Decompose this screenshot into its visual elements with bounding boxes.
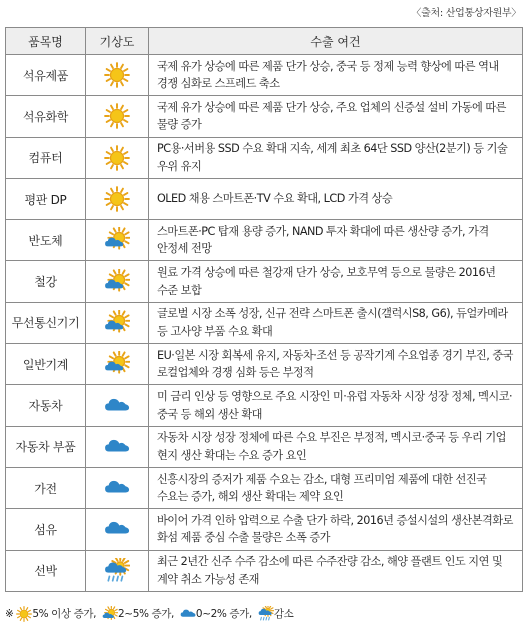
partly-cloudy-icon [104,271,130,290]
product-name: 일반기계 [6,344,86,385]
export-condition: 스마트폰·PC 탑재 용량 증가, NAND 투자 확대에 따른 생산량 증가, 가격 안정세 전망 [149,220,523,261]
export-weather-table [5,27,523,592]
partly-cloudy-icon [102,608,118,620]
legend-label: 2~5% 증가, [118,608,174,620]
sunny-icon [104,147,130,166]
weather-cell [86,261,149,302]
product-name: 자동차 부품 [6,426,86,467]
product-name: 선박 [6,550,86,591]
cloudy-icon [104,395,130,414]
table-row [6,137,523,178]
product-name: 석유화학 [6,96,86,137]
table-row [6,178,523,219]
weather-cell [86,302,149,343]
weather-cell [86,467,149,508]
weather-cell [86,509,149,550]
table-row [6,220,523,261]
partly-cloudy-icon [104,230,130,249]
export-condition: 신흥시장의 증저가 제품 수요는 감소, 대형 프리미엄 제품에 대한 선진국 수요는 증가, 해외 생산 확대는 제약 요인 [149,467,523,508]
header-condition: 수출 여건 [149,28,523,55]
table-row [6,344,523,385]
legend-item [180,606,252,622]
sunny-icon [16,608,32,620]
export-condition: EU·일본 시장 회복세 유지, 자동차·조선 등 공작기계 수요업종 경기 부진, 중국 로컬업체와 경쟁 심화 등은 부정적 [149,344,523,385]
product-name: 평판 DP [6,178,86,219]
table-row [6,96,523,137]
export-condition: PC용·서버용 SSD 수요 확대 지속, 세계 최초 64단 SSD 양산(2분기) 등 기술 우위 유지 [149,137,523,178]
export-condition: 글로벌 시장 소폭 성장, 신규 전략 스마트폰 출시(갤럭시S8, G6), 듀얼카메라 등 고사양 부품 수요 확대 [149,302,523,343]
export-condition: 바이어 가격 인하 압력으로 수출 단가 하락, 2016년 증설시설의 생산본격화로 화섬 제품 중심 수출 물량은 소폭 증가 [149,509,523,550]
export-condition: 원료 가격 상승에 따른 철강재 단가 상승, 보호무역 등으로 물량은 2016년 수준 보합 [149,261,523,302]
export-condition: 국제 유가 상승에 따른 제품 단가 상승, 중국 등 정제 능력 향상에 따른 역내 경쟁 심화로 스프레드 축소 [149,55,523,96]
sunny-icon [104,106,130,125]
partly-cloudy-icon [104,354,130,373]
export-condition: 최근 2년간 신주 수주 감소에 따른 수주잔량 감소, 해양 플랜트 인도 지연 및 계약 취소 가능성 존재 [149,550,523,591]
partly-cloudy-icon [104,312,130,331]
table-row [6,261,523,302]
cloudy-icon [104,478,130,497]
cloudy-icon [104,519,130,538]
legend [5,606,299,622]
weather-cell [86,550,149,591]
cloudy-icon [180,608,196,620]
weather-cell [86,96,149,137]
product-name: 철강 [6,261,86,302]
header-product: 품목명 [6,28,86,55]
rain-icon [258,608,274,620]
product-name: 가전 [6,467,86,508]
legend-label: 0~2% 증가, [195,608,252,620]
weather-cell [86,426,149,467]
header-weather: 기상도 [86,28,149,55]
product-name: 반도체 [6,220,86,261]
product-name: 무선통신기기 [6,302,86,343]
rain-icon [104,560,130,579]
export-condition: 미 금리 인상 등 영향으로 주요 시장인 미·유럽 자동차 시장 성장 정체, 멕시코·중국 등 해외 생산 확대 [149,385,523,426]
source-note: 〈출처: 산업통상자원부〉 [411,8,521,19]
product-name: 컴퓨터 [6,137,86,178]
weather-cell [86,55,149,96]
weather-cell [86,344,149,385]
table-row [6,55,523,96]
weather-cell [86,178,149,219]
legend-item [16,606,96,622]
weather-cell [86,137,149,178]
product-name: 석유제품 [6,55,86,96]
table-header-row [6,28,523,55]
legend-item [102,606,174,622]
cloudy-icon [104,436,130,455]
legend-label: 감소 [273,608,294,620]
export-condition: OLED 채용 스마트폰·TV 수요 확대, LCD 가격 상승 [149,178,523,219]
table-row [6,550,523,591]
export-condition: 자동차 시장 성장 정체에 따른 수요 부진은 부정적, 멕시코·중국 등 우리 기업 현지 생산 확대는 수요 증가 요인 [149,426,523,467]
table-row [6,426,523,467]
legend-prefix: ※ [5,608,14,620]
product-name: 섬유 [6,509,86,550]
table-row [6,302,523,343]
sunny-icon [104,65,130,84]
export-condition: 국제 유가 상승에 따른 제품 단가 상승, 주요 업체의 신증설 설비 가동에 따른 물량 증가 [149,96,523,137]
legend-label: 5% 이상 증가, [32,608,97,620]
table-row [6,467,523,508]
table-row [6,509,523,550]
product-name: 자동차 [6,385,86,426]
sunny-icon [104,189,130,208]
weather-cell [86,220,149,261]
table-row [6,385,523,426]
weather-cell [86,385,149,426]
legend-item [258,606,294,622]
